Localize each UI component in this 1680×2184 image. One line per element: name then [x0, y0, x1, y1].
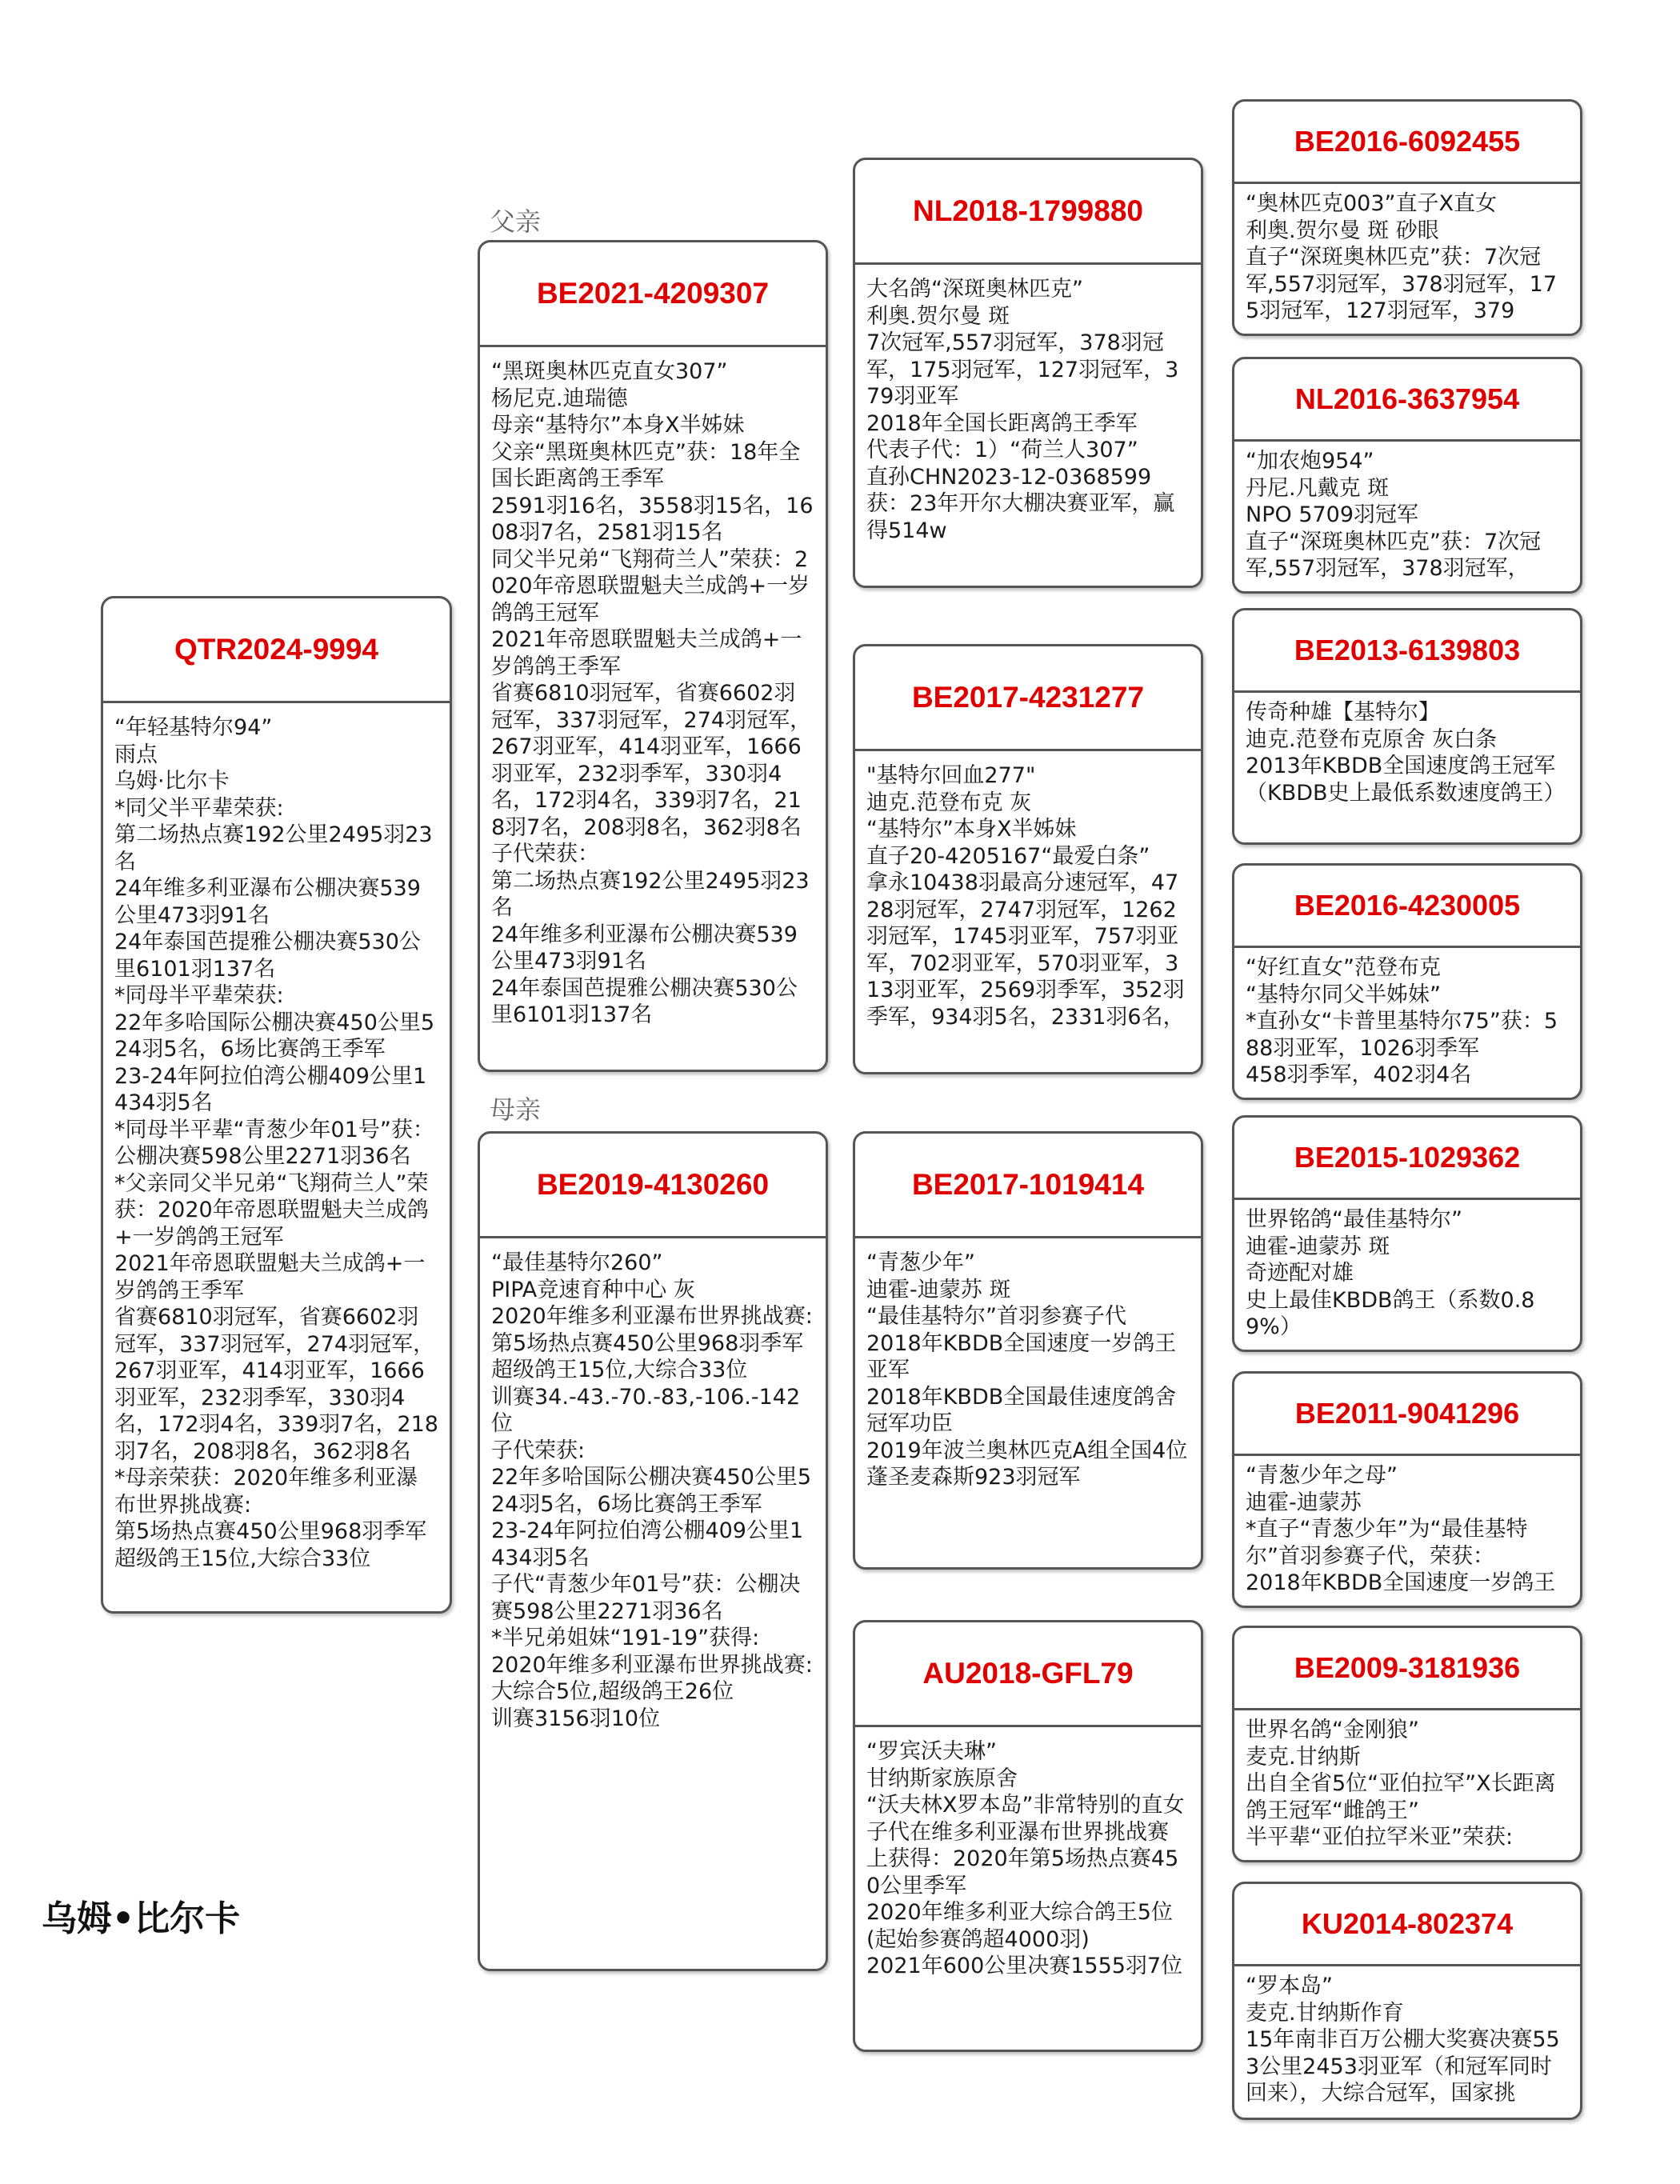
subject-description: “年轻基特尔94” 雨点 乌姆·比尔卡 *同父半平辈荣获: 第二场热点赛192公里2495羽23名 24年维多利亚瀑布公棚决赛539公里473羽91名 24年泰国芭提雅公棚决赛530公里6101羽137名 *同母半平辈荣获: 22年多哈国际公棚决赛450公里524羽5名，6场比赛鸽王季军 23-24年阿拉伯湾公棚409公里1434羽5名 *同母半平辈“青葱少年01号”获：公棚决赛598公里2271羽36名 *父亲同父半兄弟“飞翔荷兰人”荣获：2020年帝恩联盟魁夫兰成鸽+一岁鸽鸽王冠军 2021年帝恩联盟魁夫兰成鸽+一岁鸽鸽王季军 省赛6810羽冠军，省赛6602羽冠军，337羽冠军，274羽冠军，267羽亚军，414羽亚军，1666羽亚军，232羽季军，330羽4名，172羽4名，339羽7名，218羽7名，208羽8名，362羽8名 *母亲荣获：2020年维多利亚瀑布世界挑战赛: 第5场热点赛450公里968羽季军 超级鸽王15位,大综合33位	[114, 715, 438, 1571]
great-grandparent-7-ring-number: BE2009-3181936	[1234, 1628, 1580, 1710]
grandparent-2-description: "基特尔回血277" 迪克.范登布克 灰 “基特尔”本身X半姊妹 直子20-4205167“最爱白条” 拿永10438羽最高分速冠军，4728羽冠军，2747羽冠军，1262羽冠军，1745羽亚军，757羽亚军，702羽亚军，570羽亚军，313羽亚军，2569羽季军，352羽季军，934羽5名，2331羽6名，	[866, 763, 1185, 1030]
great-grandparent-5-ring-number: BE2015-1029362	[1234, 1118, 1580, 1200]
great-grandparent-card-6	[1232, 1371, 1582, 1608]
owner-name: 乌姆•比尔卡	[42, 1898, 241, 1939]
grandparent-4-description: “罗宾沃夫琳” 甘纳斯家族原舍 “沃夫林X罗本岛”非常特别的直女 子代在维多利亚瀑布世界挑战赛上获得：2020年第5场热点赛450公里季军 2020年维多利亚大综合鸽王5位(起始参赛鸽超4000羽) 2021年600公里决赛1555羽7位	[866, 1739, 1185, 1978]
great-grandparent-3-description: 传奇种雄【基特尔】 迪克.范登布克原舍 灰白条 2013年KBDB全国速度鸽王冠军 （KBDB史上最低系数速度鸽王）	[1246, 700, 1566, 806]
great-grandparent-card-5	[1232, 1115, 1582, 1352]
grandparent-2-ring-number: BE2017-4231277	[855, 646, 1201, 751]
great-grandparent-card-7	[1232, 1626, 1582, 1862]
great-grandparent-3-ring-number: BE2013-6139803	[1234, 610, 1580, 693]
great-grandparent-card-4	[1232, 863, 1582, 1100]
grandparent-4-ring-number: AU2018-GFL79	[855, 1622, 1201, 1727]
great-grandparent-5-description: 世界铭鸽“最佳基特尔” 迪霍-迪蒙苏 斑 奇迹配对雄 史上最佳KBDB鸽王（系数0.89%）	[1246, 1207, 1535, 1339]
great-grandparent-6-ring-number: BE2011-9041296	[1234, 1374, 1580, 1456]
great-grandparent-8-ring-number: KU2014-802374	[1234, 1884, 1580, 1966]
great-grandparent-7-description: 世界名鸽“金刚狼” 麦克.甘纳斯 出自全省5位“亚伯拉罕”X长距离鸽王冠军“雌鸽王” 半平辈“亚伯拉罕米亚”荣获:	[1246, 1718, 1556, 1850]
dam-description: “最佳基特尔260” PIPA竞速育种中心 灰 2020年维多利亚瀑布世界挑战赛: 第5场热点赛450公里968羽季军 超级鸽王15位,大综合33位 训赛34.-43.-70.-83,-106.-142位 子代荣获: 22年多哈国际公棚决赛450公里524羽5名，6场比赛鸽王季军 23-24年阿拉伯湾公棚409公里1434羽5名 子代“青葱少年01号”获：公棚决赛598公里2271羽36名 *半兄弟姐妹“191-19”获得: 2020年维多利亚瀑布世界挑战赛: 大综合5位,超级鸽王26位 训赛3156羽10位	[491, 1250, 813, 1731]
grandparent-1-description: 大名鸽“深斑奥林匹克” 利奥.贺尔曼 斑 7次冠军,557羽冠军，378羽冠军，175羽冠军，127羽冠军，379羽亚军 2018年全国长距离鸽王季军 代表子代：1）“荷兰人307” 直孙CHN2023-12-0368599获：23年开尔大棚决赛亚军，赢得514w	[866, 277, 1179, 543]
subject-card	[101, 596, 452, 1614]
sire-description: “黑斑奥林匹克直女307” 杨尼克.迪瑞德 母亲“基特尔”本身X半姊妹 父亲“黑斑奥林匹克”获：18年全国长距离鸽王季军 2591羽16名，3558羽15名，1608羽7名，2581羽15名 同父半兄弟“飞翔荷兰人”荣获：2020年帝恩联盟魁夫兰成鸽+一岁鸽鸽王冠军 2021年帝恩联盟魁夫兰成鸽+一岁鸽鸽王季军 省赛6810羽冠军，省赛6602羽冠军，337羽冠军，274羽冠军，267羽亚军，414羽亚军，1666羽亚军，232羽季军，330羽4名，172羽4名，339羽7名，218羽7名，208羽8名，362羽8名 子代荣获： 第二场热点赛192公里2495羽23名 24年维多利亚瀑布公棚决赛539公里473羽91名 24年泰国芭提雅公棚决赛530公里6101羽137名	[491, 359, 814, 1027]
great-grandparent-1-description: “奥林匹克003”直子X直女 利奥.贺尔曼 斑 砂眼 直子“深斑奥林匹克”获：7次冠军,557羽冠军，378羽冠军，175羽冠军，127羽冠军，379	[1246, 191, 1558, 323]
great-grandparent-card-2	[1232, 357, 1582, 594]
subject-ring-number: QTR2024-9994	[103, 598, 450, 703]
dam-card	[478, 1131, 828, 1971]
great-grandparent-6-description: “青葱少年之母” 迪霍-迪蒙苏 *直子“青葱少年”为“最佳基特尔”首羽参赛子代，荣获： 2018年KBDB全国速度一岁鸽王	[1246, 1463, 1556, 1595]
grandparent-card-1	[853, 158, 1203, 588]
grandparent-card-4	[853, 1620, 1203, 2052]
mother-label: 母亲	[490, 1094, 542, 1125]
great-grandparent-4-description: “好红直女”范登布克 “基特尔同父半姊妹” *直孙女“卡普里基特尔75”获：588羽亚军，1026羽季军 458羽季军，402羽4名	[1246, 955, 1558, 1087]
great-grandparent-card-8	[1232, 1882, 1582, 2120]
grandparent-3-ring-number: BE2017-1019414	[855, 1134, 1201, 1238]
great-grandparent-card-1	[1232, 99, 1582, 336]
great-grandparent-1-ring-number: BE2016-6092455	[1234, 102, 1580, 184]
grandparent-3-description: “青葱少年” 迪霍-迪蒙苏 斑 “最佳基特尔”首羽参赛子代 2018年KBDB全国速度一岁鸽王亚军 2018年KBDB全国最佳速度鸽舍冠军功臣 2019年波兰奥林匹克A组全国4位 蓬圣麦森斯923羽冠军	[866, 1250, 1188, 1490]
great-grandparent-2-ring-number: NL2016-3637954	[1234, 359, 1580, 442]
grandparent-card-3	[853, 1131, 1203, 1570]
father-label: 父亲	[490, 206, 542, 237]
dam-ring-number: BE2019-4130260	[480, 1134, 826, 1238]
great-grandparent-card-3	[1232, 608, 1582, 845]
great-grandparent-4-ring-number: BE2016-4230005	[1234, 866, 1580, 948]
sire-card	[478, 240, 828, 1072]
sire-ring-number: BE2021-4209307	[480, 242, 826, 347]
great-grandparent-8-description: “罗本岛” 麦克.甘纳斯作育 15年南非百万公棚大奖赛决赛553公里2453羽亚军（和冠军同时回来），大综合冠军，国家挑	[1246, 1974, 1560, 2106]
grandparent-1-ring-number: NL2018-1799880	[855, 160, 1201, 265]
great-grandparent-2-description: “加农炮954” 丹尼.凡戴克 斑 NPO 5709羽冠军 直子“深斑奥林匹克”获：7次冠军,557羽冠军，378羽冠军，	[1246, 449, 1542, 581]
grandparent-card-2	[853, 644, 1203, 1074]
